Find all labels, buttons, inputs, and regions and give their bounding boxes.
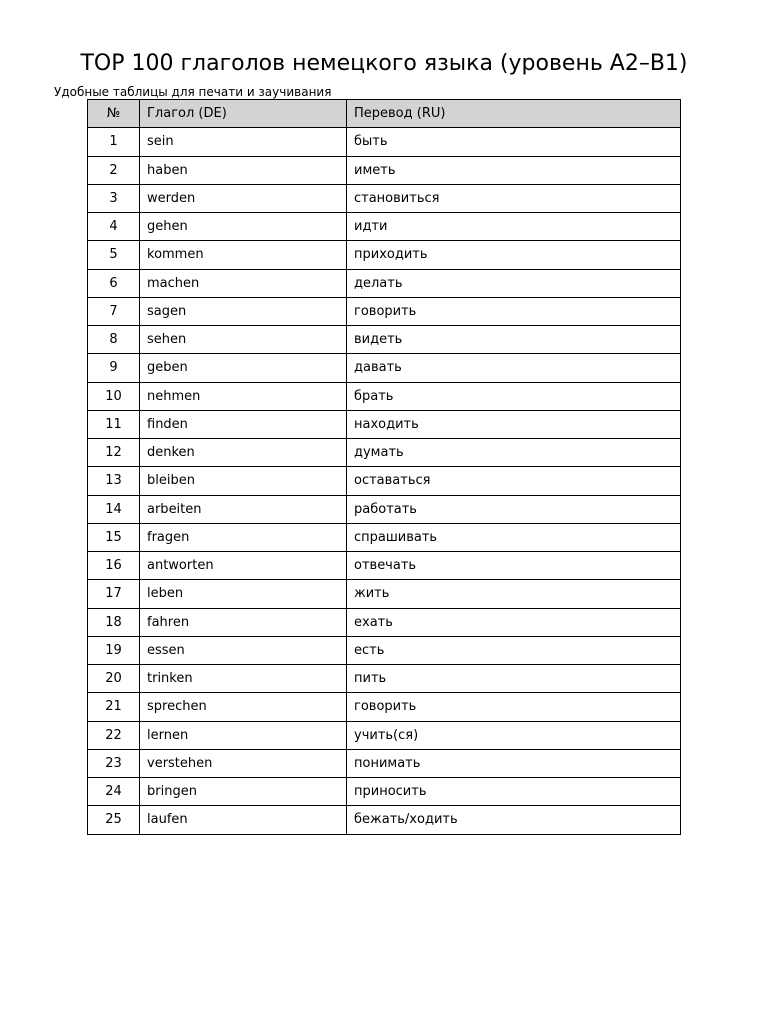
table-row	[88, 467, 681, 495]
german-verb: fahren	[140, 608, 347, 636]
german-verb: sehen	[140, 326, 347, 354]
verbs-table	[87, 99, 681, 835]
table-row	[88, 410, 681, 438]
table-row	[88, 580, 681, 608]
russian-translation: ехать	[347, 608, 681, 636]
table-row	[88, 693, 681, 721]
german-verb: lernen	[140, 721, 347, 749]
table-row	[88, 439, 681, 467]
row-number: 5	[88, 241, 140, 269]
russian-translation: брать	[347, 382, 681, 410]
russian-translation: приносить	[347, 778, 681, 806]
row-number: 12	[88, 439, 140, 467]
row-number: 2	[88, 156, 140, 184]
german-verb: sein	[140, 128, 347, 156]
german-verb: finden	[140, 410, 347, 438]
row-number: 8	[88, 326, 140, 354]
row-number: 14	[88, 495, 140, 523]
header-russian-translation: Перевод (RU)	[347, 100, 681, 128]
row-number: 13	[88, 467, 140, 495]
row-number: 17	[88, 580, 140, 608]
table-row	[88, 495, 681, 523]
russian-translation: идти	[347, 213, 681, 241]
german-verb: kommen	[140, 241, 347, 269]
table-row	[88, 213, 681, 241]
russian-translation: давать	[347, 354, 681, 382]
table-row	[88, 778, 681, 806]
table-row	[88, 297, 681, 325]
german-verb: denken	[140, 439, 347, 467]
german-verb: verstehen	[140, 749, 347, 777]
table-row	[88, 354, 681, 382]
russian-translation: думать	[347, 439, 681, 467]
header-german-verb: Глагол (DE)	[140, 100, 347, 128]
russian-translation: говорить	[347, 693, 681, 721]
german-verb: bleiben	[140, 467, 347, 495]
russian-translation: быть	[347, 128, 681, 156]
russian-translation: находить	[347, 410, 681, 438]
german-verb: antworten	[140, 552, 347, 580]
german-verb: fragen	[140, 523, 347, 551]
german-verb: gehen	[140, 213, 347, 241]
table-row	[88, 156, 681, 184]
russian-translation: отвечать	[347, 552, 681, 580]
table-header-row	[88, 100, 681, 128]
table-row	[88, 128, 681, 156]
table-row	[88, 665, 681, 693]
russian-translation: работать	[347, 495, 681, 523]
row-number: 7	[88, 297, 140, 325]
table-row	[88, 523, 681, 551]
row-number: 16	[88, 552, 140, 580]
german-verb: leben	[140, 580, 347, 608]
german-verb: haben	[140, 156, 347, 184]
russian-translation: бежать/ходить	[347, 806, 681, 834]
russian-translation: пить	[347, 665, 681, 693]
table-row	[88, 608, 681, 636]
row-number: 3	[88, 184, 140, 212]
table-row	[88, 552, 681, 580]
table-row	[88, 749, 681, 777]
row-number: 21	[88, 693, 140, 721]
russian-translation: понимать	[347, 749, 681, 777]
row-number: 10	[88, 382, 140, 410]
row-number: 23	[88, 749, 140, 777]
russian-translation: спрашивать	[347, 523, 681, 551]
row-number: 9	[88, 354, 140, 382]
russian-translation: видеть	[347, 326, 681, 354]
russian-translation: учить(ся)	[347, 721, 681, 749]
russian-translation: говорить	[347, 297, 681, 325]
russian-translation: делать	[347, 269, 681, 297]
row-number: 4	[88, 213, 140, 241]
row-number: 20	[88, 665, 140, 693]
row-number: 19	[88, 636, 140, 664]
table-row	[88, 326, 681, 354]
russian-translation: приходить	[347, 241, 681, 269]
row-number: 11	[88, 410, 140, 438]
russian-translation: иметь	[347, 156, 681, 184]
table-row	[88, 382, 681, 410]
table-row	[88, 806, 681, 834]
german-verb: arbeiten	[140, 495, 347, 523]
row-number: 22	[88, 721, 140, 749]
row-number: 6	[88, 269, 140, 297]
header-number: №	[88, 100, 140, 128]
table-row	[88, 636, 681, 664]
german-verb: bringen	[140, 778, 347, 806]
german-verb: trinken	[140, 665, 347, 693]
table-row	[88, 241, 681, 269]
german-verb: sagen	[140, 297, 347, 325]
row-number: 25	[88, 806, 140, 834]
german-verb: nehmen	[140, 382, 347, 410]
russian-translation: становиться	[347, 184, 681, 212]
russian-translation: есть	[347, 636, 681, 664]
german-verb: laufen	[140, 806, 347, 834]
row-number: 18	[88, 608, 140, 636]
table-row	[88, 184, 681, 212]
row-number: 1	[88, 128, 140, 156]
russian-translation: жить	[347, 580, 681, 608]
table-row	[88, 269, 681, 297]
document-subtitle: Удобные таблицы для печати и заучивания	[54, 85, 332, 99]
german-verb: machen	[140, 269, 347, 297]
german-verb: geben	[140, 354, 347, 382]
row-number: 24	[88, 778, 140, 806]
russian-translation: оставаться	[347, 467, 681, 495]
document-title: TOP 100 глаголов немецкого языка (уровень A2–B1)	[80, 51, 688, 76]
german-verb: werden	[140, 184, 347, 212]
german-verb: sprechen	[140, 693, 347, 721]
german-verb: essen	[140, 636, 347, 664]
table-row	[88, 721, 681, 749]
row-number: 15	[88, 523, 140, 551]
